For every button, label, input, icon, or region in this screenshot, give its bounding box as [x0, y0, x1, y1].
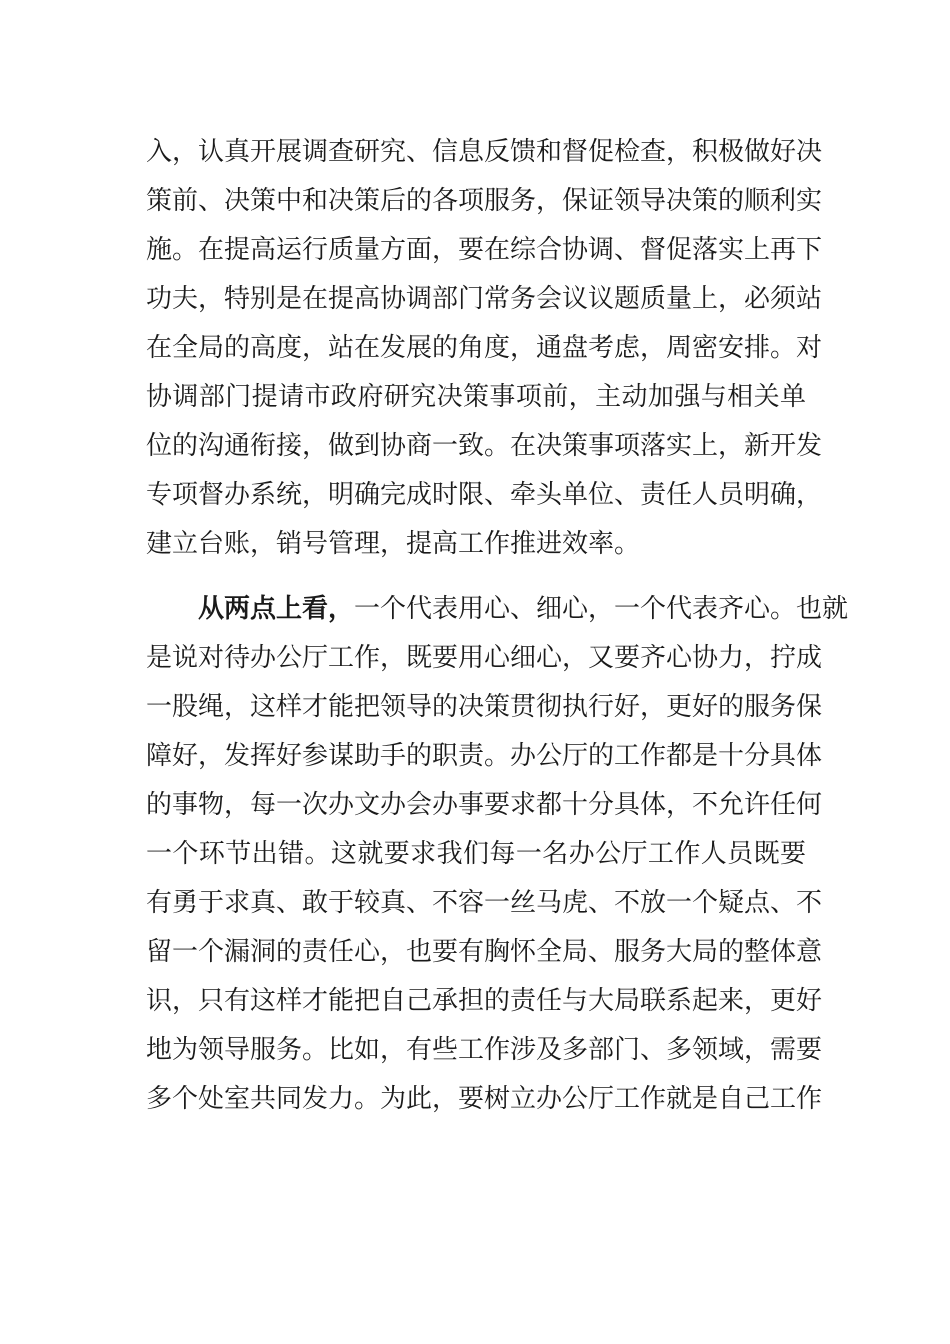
paragraph-line: 协调部门提请市政府研究决策事项前，主动加强与相关单	[146, 382, 806, 412]
paragraph-line: 多个处室共同发力。为此，要树立办公厅工作就是自己工作	[146, 1084, 823, 1114]
paragraph-line: 一个环节出错。这就要求我们每一名办公厅工作人员既要	[146, 839, 806, 869]
paragraph-line: 障好，发挥好参谋助手的职责。办公厅的工作都是十分具体	[146, 741, 823, 771]
paragraph-first-line	[146, 585, 849, 634]
paragraph-line: 一股绳，这样才能把领导的决策贯彻执行好，更好的服务保	[146, 692, 823, 722]
paragraph-first-line-text: 一个代表用心、细心，一个代表齐心。也就	[354, 594, 849, 624]
paragraph-line: 留一个漏洞的责任心，也要有胸怀全局、服务大局的整体意	[146, 937, 823, 967]
paragraph-line: 专项督办系统，明确完成时限、牵头单位、责任人员明确，	[146, 480, 823, 510]
paragraph-line: 功夫，特别是在提高协调部门常务会议议题质量上，必须站	[146, 284, 823, 314]
paragraph-line: 策前、决策中和决策后的各项服务，保证领导决策的顺利实	[146, 186, 823, 216]
paragraph-line: 的事物，每一次办文办会办事要求都十分具体，不允许任何	[146, 790, 823, 820]
paragraph-line: 施。在提高运行质量方面，要在综合协调、督促落实上再下	[146, 235, 823, 265]
paragraph-line: 有勇于求真、敢于较真、不容一丝马虎、不放一个疑点、不	[146, 888, 823, 918]
paragraph-line: 位的沟通衔接，做到协商一致。在决策事项落实上，新开发	[146, 431, 823, 461]
paragraph-line: 在全局的高度，站在发展的角度，通盘考虑，周密安排。对	[146, 333, 823, 363]
paragraph-spacer	[146, 569, 806, 585]
paragraph-line: 建立台账，销号管理，提高工作推进效率。	[146, 529, 641, 559]
paragraph-line: 识，只有这样才能把自己承担的责任与大局联系起来，更好	[146, 986, 823, 1016]
document-body	[146, 128, 849, 1124]
paragraph-lead-heading: 从两点上看，	[198, 594, 355, 624]
paragraph-2	[146, 585, 849, 1124]
paragraph-1	[146, 128, 823, 569]
paragraph-line: 是说对待办公厅工作，既要用心细心，又要齐心协力，拧成	[146, 643, 823, 673]
paragraph-line: 地为领导服务。比如，有些工作涉及多部门、多领域，需要	[146, 1035, 823, 1065]
paragraph-line: 入，认真开展调查研究、信息反馈和督促检查，积极做好决	[146, 137, 823, 167]
